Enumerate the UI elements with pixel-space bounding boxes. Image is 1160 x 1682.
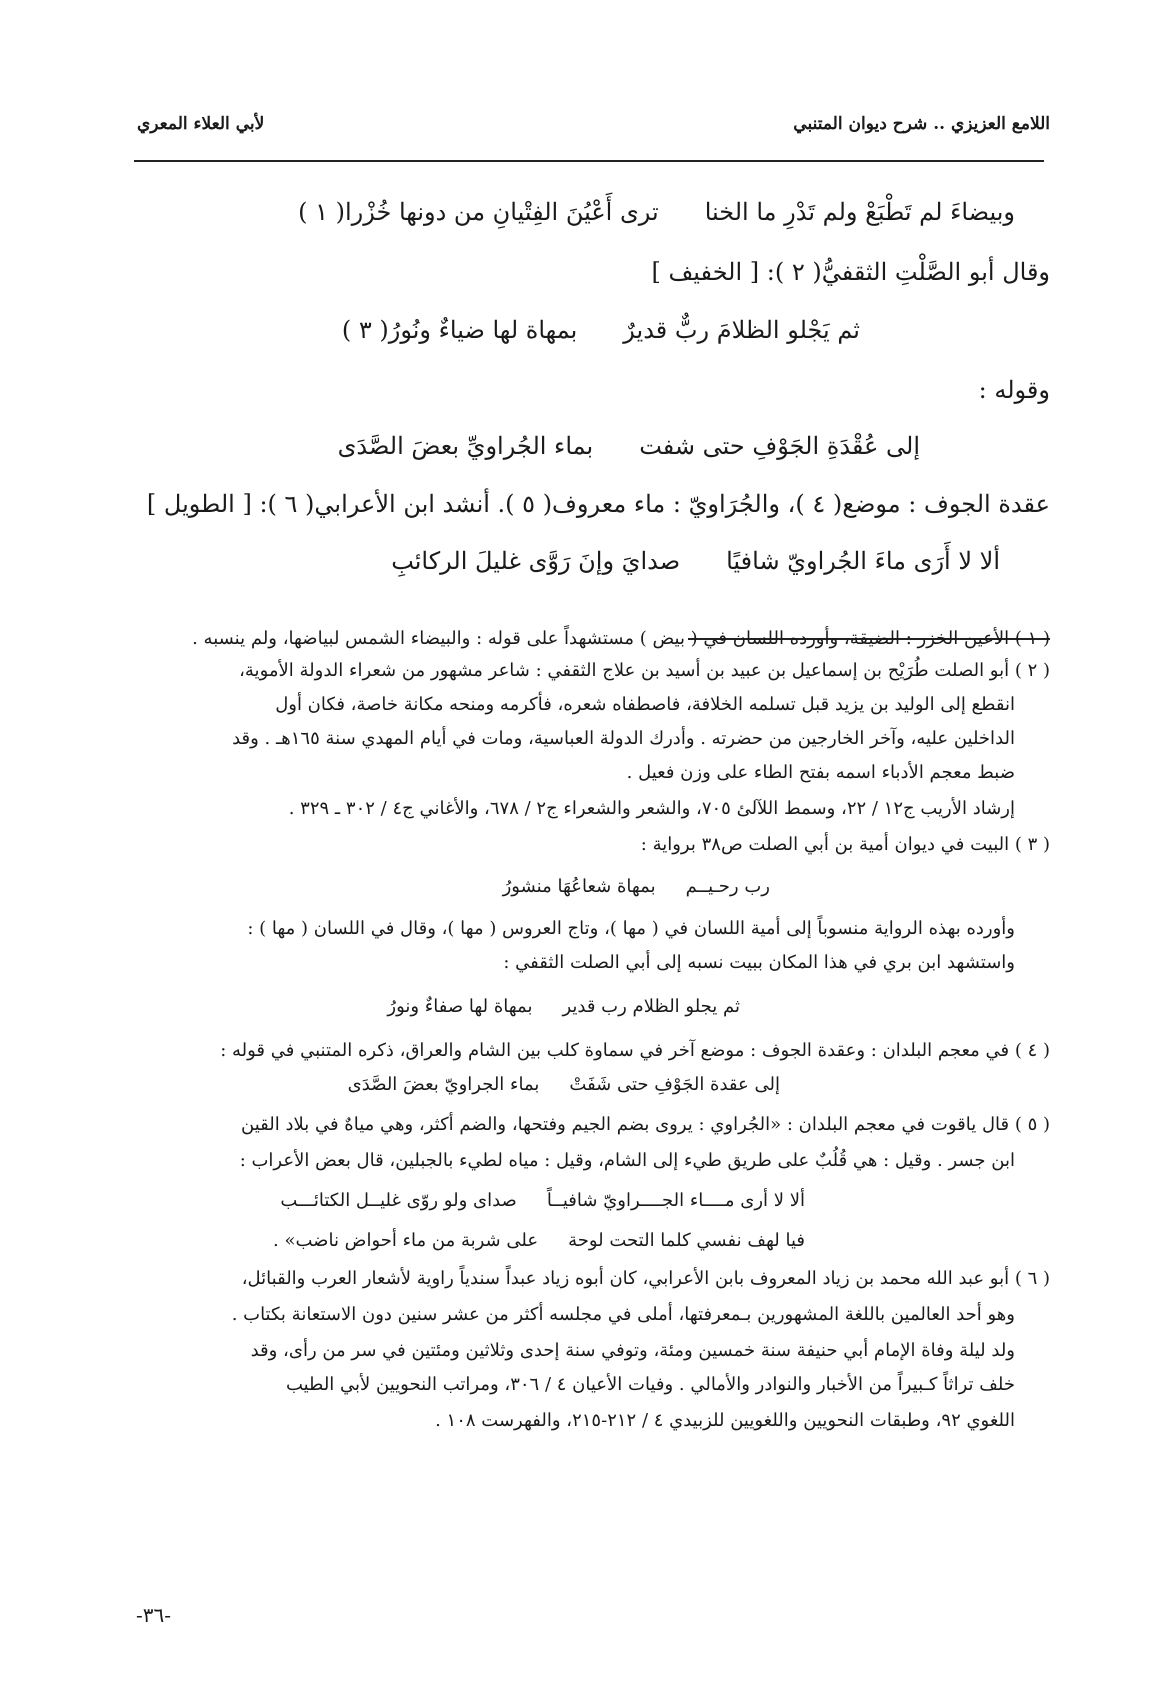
footnote-1: ( ١ ) الأعين الخزر : الضيقة، وأورده اللسان في ( بيض ) مستشهداً على قوله : والبيضاء الشمس لبياضها، ولم ينسبه . — [192, 628, 1050, 649]
hemistich-first: إلى عقدة الجَوْفِ حتى شَفَتْ — [569, 1074, 780, 1095]
footnote-6: ( ٦ ) أبو عبد الله محمد بن زياد المعروف بابن الأعرابي، كان أبوه زياد عبداً سندياً راوية لأشعار العرب والقبائل، — [241, 1268, 1050, 1289]
hemistich-first: ألا لا أَرَى ماءَ الجُراويّ شافيًا — [726, 547, 1000, 575]
footnote-6-line: وهو أحد العالمين باللغة المشهورين بـمعرفتها، أملى في مجلسه أكثر من عشر سنين دون الاستعانة بكتاب . — [231, 1304, 1015, 1325]
hemistich-first: ثم يَجْلو الظلامَ ربٌّ قديرٌ — [623, 316, 860, 344]
hemistich-second: بمهاة لها صفاءٌ ونورُ — [387, 996, 533, 1017]
hemistich-second: صداى ولو روّى غليــل الكتائـــب — [280, 1190, 517, 1211]
verse-line-2 — [342, 316, 860, 344]
footnote-3-line: واستشهد ابن بري في هذا المكان ببيت نسبه إلى أبي الصلت الثقفي : — [503, 952, 1015, 973]
hemistich-second: صدايَ وإنَ رَوَّى غليلَ الركائبِ — [391, 547, 681, 575]
footnote-5-line: ابن جسر . وقيل : هي قُلُبٌ على طريق طيء إلى الشام، وقيل : مياه لطيء بالجبلين، قال بعض الأعراب : — [239, 1150, 1015, 1171]
footnote-2-line: ضبط معجم الأدباء اسمه بفتح الطاء على وزن فعيل . — [626, 762, 1015, 783]
running-head-title: اللامع العزيزي .. شرح ديوان المتنبي — [793, 114, 1050, 134]
hemistich-first: ثم يجلو الظلام رب قدير — [562, 996, 740, 1017]
verse-line-1 — [298, 198, 1015, 226]
verse-line-3 — [338, 432, 920, 460]
hemistich-first: وبيضاءَ لم تَطْبَعْ ولم تَدْرِ ما الخنا — [704, 198, 1015, 226]
footnote-4: ( ٤ ) في معجم البلدان : وعقدة الجوف : موضع آخر في سماوة كلب بين الشام والعراق، ذكره المتنبي في قوله : — [220, 1040, 1050, 1061]
footnote-4-verse — [348, 1074, 780, 1095]
hemistich-second: ترى أَعْيُنَ الفِتْيانِ من دونها خُزْرا( ١ ) — [298, 198, 659, 226]
hemistich-first: ألا لا أرى مــــاء الجــــراويّ شافيــاً — [546, 1190, 805, 1211]
footnote-2-line: الداخلين عليه، وآخر الخارجين من حضرته . وأدرك الدولة العباسية، ومات في أيام المهدي سنة ١٦٥هـ . وقد — [232, 728, 1015, 749]
footnote-3-verse-2 — [387, 996, 740, 1017]
footnote-6-line: اللغوي ٩٢، وطبقات النحويين واللغويين للزبيدي ٤ / ٢١٢-٢١٥، والفهرست ١٠٨ . — [435, 1410, 1015, 1431]
footnote-5-verse-1 — [280, 1190, 805, 1211]
footnote-2-sources: إرشاد الأريب ج١٢ / ٢٢، وسمط اللآلئ ٧٠٥، والشعر والشعراء ج٢ / ٦٧٨، والأغاني ج٤ / ٣٠٢ ـ ٣٢٩ . — [288, 798, 1015, 819]
hemistich-second: بمهاة لها ضياءٌ ونُورُ( ٣ ) — [341, 316, 578, 344]
footnote-3: ( ٣ ) البيت في ديوان أمية بن أبي الصلت ص٣٨ برواية : — [640, 834, 1050, 855]
hemistich-first: فيا لهف نفسي كلما التحت لوحة — [568, 1230, 805, 1251]
verse-line-4 — [391, 547, 1000, 575]
commentary-line: عقدة الجوف : موضع( ٤ )، والجُرَاويّ : ماء معروف( ٥ ). أنشد ابن الأعرابي( ٦ ): [ الطويل ] — [146, 490, 1050, 518]
hemistich-second: بماء الجُراويِّ بعضَ الصَّدَى — [337, 432, 594, 460]
running-head-author: لأبي العلاء المعري — [137, 114, 265, 134]
header-divider — [134, 160, 1044, 162]
attribution-line: وقال أبو الصَّلْتِ الثقفيُّ( ٢ ): [ الخفيف ] — [651, 258, 1050, 286]
quote-intro: وقوله : — [978, 376, 1050, 404]
footnote-2: ( ٢ ) أبو الصلت طُرَيْح بن إسماعيل بن عبيد بن أسيد بن علاج الثقفي : شاعر مشهور من شعراء الدولة الأموية، — [239, 660, 1050, 681]
hemistich-second: على شربة من ماء أحواض ناضب» . — [273, 1230, 539, 1251]
hemistich-first: رب رحـيــم — [685, 876, 770, 897]
footnote-3-line: وأورده بهذه الرواية منسوباً إلى أمية اللسان في ( مها )، وتاج العروس ( مها )، وقال في اللسان ( مها ) : — [247, 918, 1015, 939]
footnote-2-line: انقطع إلى الوليد بن يزيد قبل تسلمه الخلافة، فاصطفاه شعره، فأكرمه ومنحه مكانة خاصة، فكان أول — [275, 694, 1015, 715]
footnote-5-verse-2 — [273, 1230, 805, 1251]
hemistich-second: بمهاة شعاعُهَا منشورُ — [502, 876, 656, 897]
page-number: -٣٦- — [136, 1603, 172, 1627]
footnote-3-verse-1 — [503, 876, 770, 897]
hemistich-first: إلى عُقْدَةِ الجَوْفِ حتى شفت — [639, 432, 920, 460]
hemistich-second: بماء الجراويّ بعضَ الصَّدَى — [347, 1074, 540, 1095]
footnote-5: ( ٥ ) قال ياقوت في معجم البلدان : «الجُراوي : يروى بضم الجيم وفتحها، والضم أكثر، وهي مياهٌ في بلاد القين — [241, 1114, 1050, 1135]
footnote-6-line: ولد ليلة وفاة الإمام أبي حنيفة سنة خمسين ومئة، وتوفي سنة إحدى وثلاثين ومئتين في سر من رأى، وقد — [250, 1340, 1015, 1361]
footnote-6-line: خلف تراثاً كـبيراً من الأخبار والنوادر والأمالي . وفيات الأعيان ٤ / ٣٠٦، ومراتب النحويين لأبي الطيب — [285, 1374, 1015, 1395]
